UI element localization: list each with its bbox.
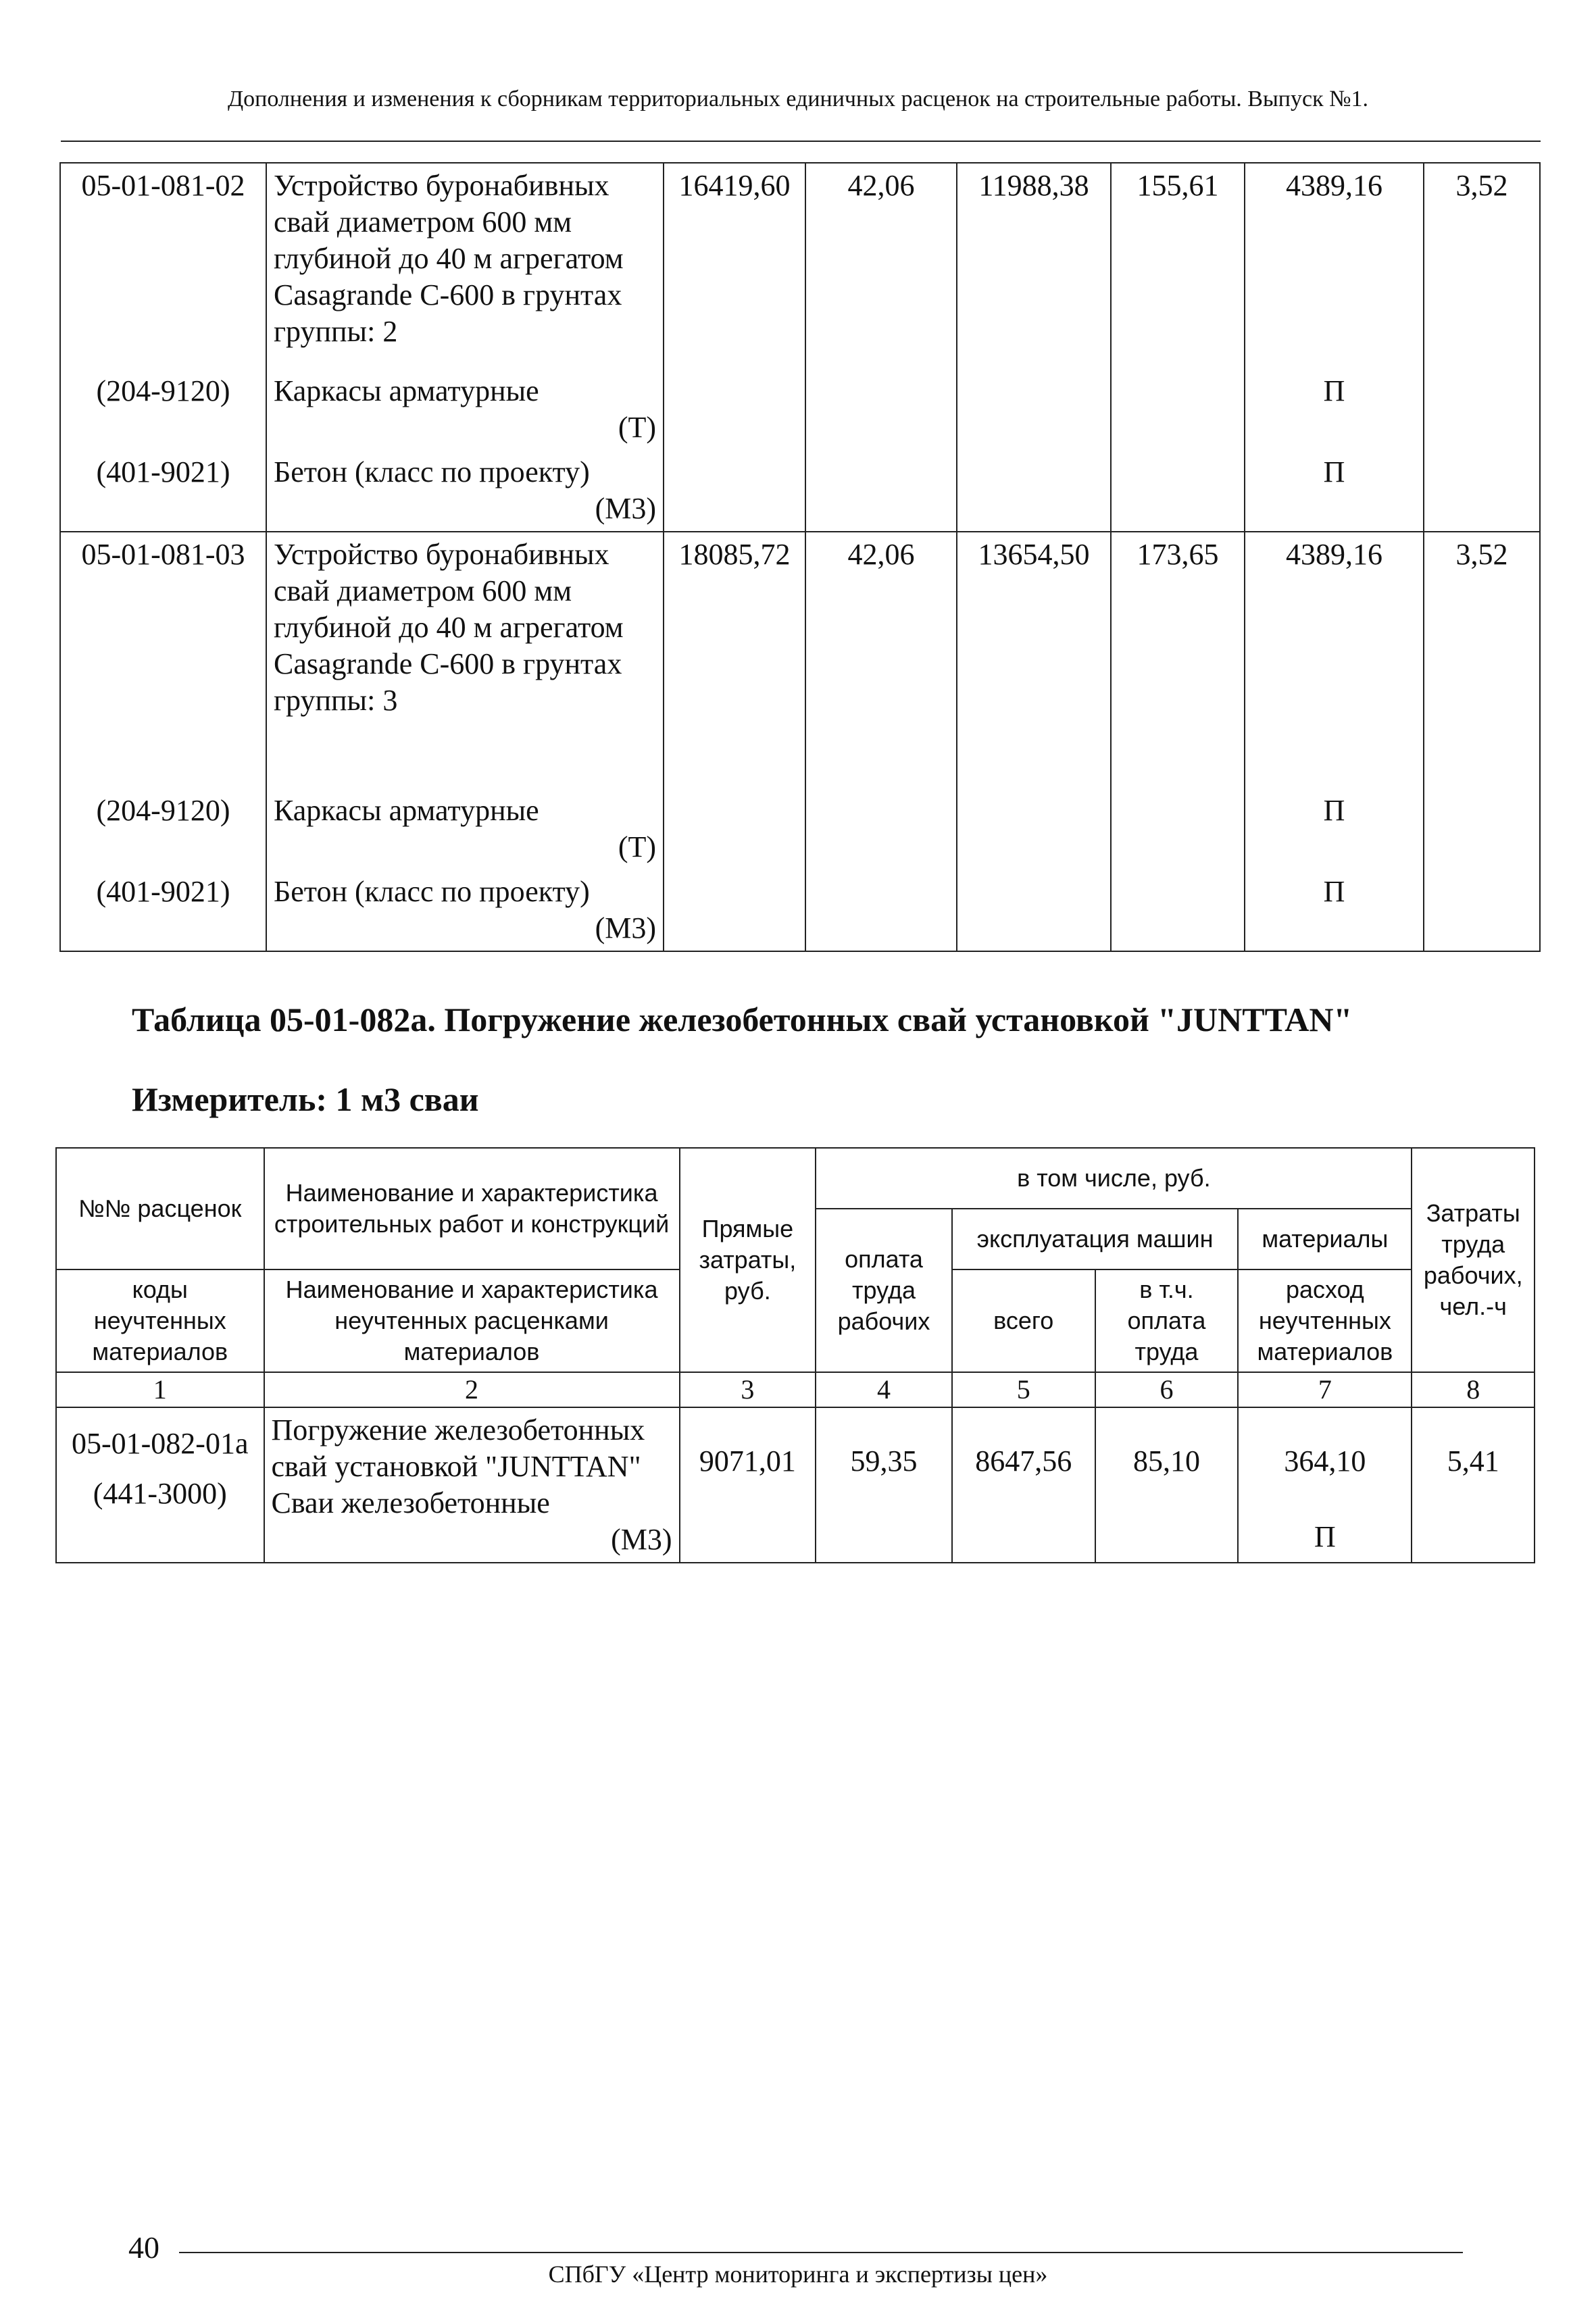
- material-code: (204-9120): [60, 788, 266, 870]
- labor-hours: 5,41: [1412, 1407, 1535, 1563]
- material-name-cell: [266, 450, 664, 532]
- labor-hours: 3,52: [1424, 163, 1540, 369]
- material-code: (204-9120): [60, 369, 266, 450]
- material-name: Бетон (класс по проекту): [274, 455, 590, 488]
- machines-labor: 85,10: [1095, 1407, 1239, 1563]
- header-including: в том числе, руб.: [816, 1148, 1412, 1209]
- materials-cell: [1238, 1407, 1412, 1563]
- material-unit: (Т): [618, 411, 656, 444]
- material-name-cell: [266, 870, 664, 951]
- header-materials: материалы: [1238, 1209, 1412, 1269]
- material-unit: (М3): [595, 911, 656, 945]
- machines-total: 8647,56: [952, 1407, 1095, 1563]
- header-total: всего: [952, 1269, 1095, 1372]
- footer: СПбГУ «Центр мониторинга и экспертизы цен»: [548, 2261, 1048, 2288]
- material-mark: П: [1245, 870, 1424, 951]
- name-cell: [264, 1407, 680, 1563]
- material-unit: (М3): [595, 492, 656, 525]
- material-name: Бетон (класс по проекту): [274, 875, 590, 908]
- running-header: Дополнения и изменения к сборникам территориальных единичных расценок на строительные работы. Выпуск №1.: [227, 86, 1369, 111]
- rate-name: Устройство буронабивных свай диаметром 600 мм глубиной до 40 м агрегатом Casagrande C-600 в грунтах группы: 2: [266, 163, 664, 369]
- materials: 364,10: [1284, 1444, 1366, 1478]
- material-mark: П: [1245, 450, 1424, 532]
- material-mark: П: [1245, 788, 1424, 870]
- material-code: (401-9021): [60, 450, 266, 532]
- material-name-cell: [266, 369, 664, 450]
- table-title: Таблица 05-01-082а. Погружение железобетонных свай установкой "JUNTTAN": [132, 1001, 1353, 1038]
- rate-code: 05-01-081-03: [60, 532, 266, 788]
- material-name: Каркасы арматурные: [274, 374, 539, 407]
- table-row: [60, 870, 1540, 951]
- header-codes: коды неучтенных материалов: [56, 1269, 264, 1372]
- column-index: 5: [952, 1372, 1095, 1407]
- header-name2: Наименование и характеристика неучтенных расценками материалов: [264, 1269, 680, 1372]
- measure-unit: Измеритель: 1 м3 сваи: [132, 1080, 479, 1118]
- table-row: [60, 163, 1540, 369]
- header-labor: оплата труда рабочих: [816, 1209, 952, 1372]
- materials: 4389,16: [1245, 532, 1424, 788]
- machines-total: 13654,50: [957, 532, 1111, 788]
- table-row: [60, 788, 1540, 870]
- rate-name: Погружение железобетонных свай установкой "JUNTTAN": [271, 1413, 645, 1483]
- column-index: 3: [680, 1372, 816, 1407]
- direct-costs: 9071,01: [680, 1407, 816, 1563]
- column-index: 8: [1412, 1372, 1535, 1407]
- material-unit: (М3): [611, 1523, 672, 1556]
- header-direct: Прямые затраты, руб.: [680, 1148, 816, 1372]
- rate-name: Устройство буронабивных свай диаметром 600 мм глубиной до 40 м агрегатом Casagrande C-600 в грунтах группы: 3: [266, 532, 664, 788]
- machines-total: 11988,38: [957, 163, 1111, 369]
- direct-costs: 18085,72: [664, 532, 805, 788]
- rates-table-continued: [59, 162, 1541, 952]
- material-mark: П: [1314, 1520, 1336, 1553]
- header-machines: эксплуатация машин: [952, 1209, 1238, 1269]
- machines-labor: 155,61: [1111, 163, 1245, 369]
- header-incl-labor: в т.ч. оплата труда: [1095, 1269, 1239, 1372]
- material-mark: П: [1245, 369, 1424, 450]
- column-index: 2: [264, 1372, 680, 1407]
- material-code: (441-3000): [93, 1477, 227, 1510]
- machines-labor: 173,65: [1111, 532, 1245, 788]
- labor-hours: 3,52: [1424, 532, 1540, 788]
- header-consumption: расход неучтенных материалов: [1238, 1269, 1412, 1372]
- materials: 4389,16: [1245, 163, 1424, 369]
- material-name: Каркасы арматурные: [274, 794, 539, 827]
- material-code: (401-9021): [60, 870, 266, 951]
- header-name: Наименование и характеристика строительных работ и конструкций: [264, 1148, 680, 1269]
- column-index: 4: [816, 1372, 952, 1407]
- code-cell: [56, 1407, 264, 1563]
- table-row: [60, 532, 1540, 788]
- labor-pay: 42,06: [805, 532, 957, 788]
- column-index: 7: [1238, 1372, 1412, 1407]
- material-name-cell: [266, 788, 664, 870]
- column-index: 6: [1095, 1372, 1239, 1407]
- page-number: 40: [128, 2230, 159, 2265]
- material-unit: (Т): [618, 830, 656, 863]
- header-rates: №№ расценок: [56, 1148, 264, 1269]
- table-row: [60, 369, 1540, 450]
- header-hours: Затраты труда рабочих, чел.-ч: [1412, 1148, 1535, 1372]
- material-name: Сваи железобетонные: [271, 1486, 550, 1519]
- header-rule: [61, 141, 1541, 142]
- labor-pay: 59,35: [816, 1407, 952, 1563]
- footer-rule: [179, 2252, 1463, 2253]
- table-row: [56, 1407, 1535, 1563]
- rate-code: 05-01-082-01а: [72, 1427, 249, 1460]
- direct-costs: 16419,60: [664, 163, 805, 369]
- rate-code: 05-01-081-02: [60, 163, 266, 369]
- column-index: 1: [56, 1372, 264, 1407]
- table-row: [60, 450, 1540, 532]
- labor-pay: 42,06: [805, 163, 957, 369]
- rates-table-082a: [55, 1147, 1535, 1563]
